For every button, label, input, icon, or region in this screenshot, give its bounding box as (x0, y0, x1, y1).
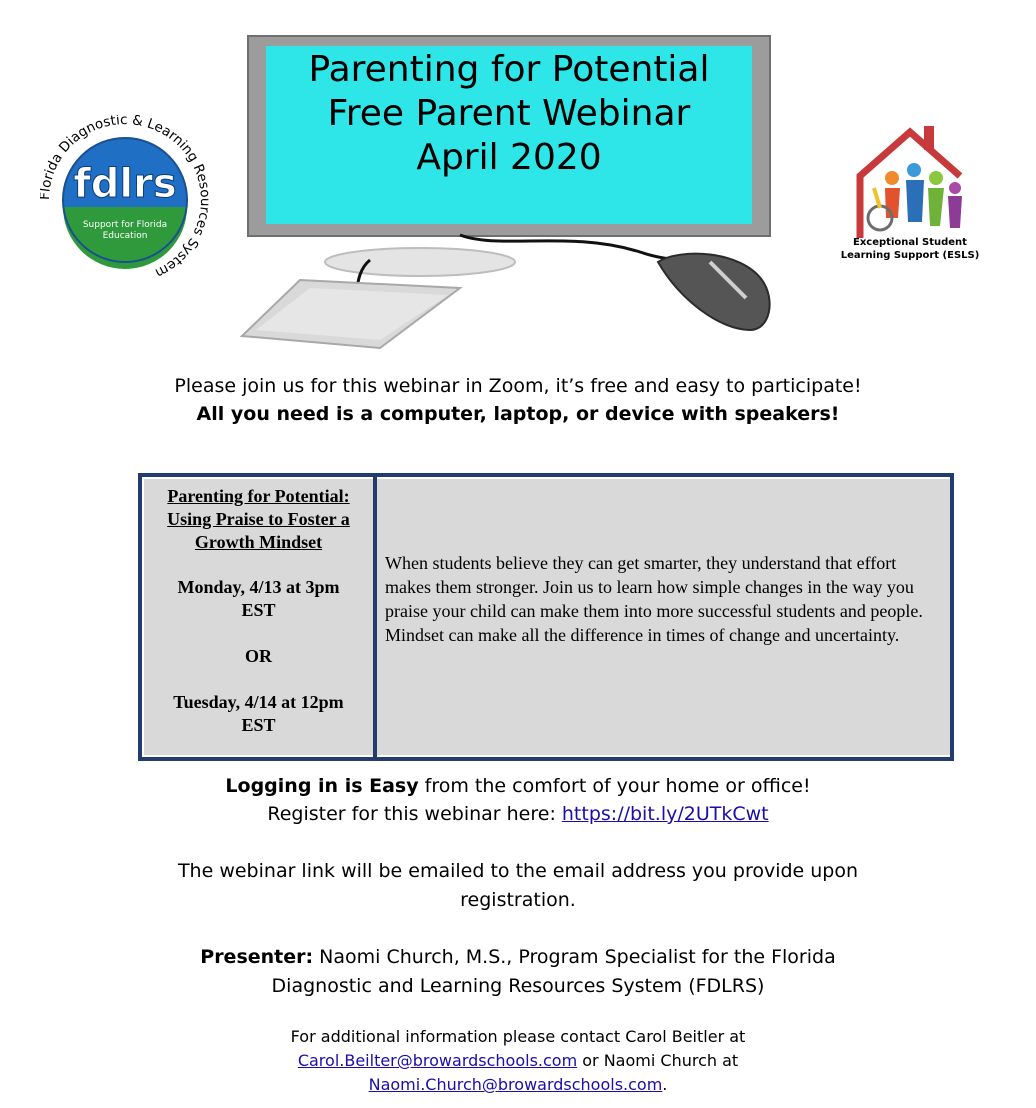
intro-line-2: All you need is a computer, laptop, or device with speakers! (196, 403, 840, 425)
contact-mid: or Naomi Church at (577, 1051, 739, 1070)
fdlrs-logo (40, 115, 210, 285)
webinar-title (266, 48, 752, 180)
presenter-line-1 (0, 943, 1036, 972)
esls-logo (840, 118, 980, 268)
session-description: When students believe they can get smarter, they understand that effort makes them stronger. Join us to learn how simple changes in the way you praise your child can make them into more successful students and people. Mindset can make all the difference in times of change and uncertainty. (385, 553, 923, 645)
register-line (0, 800, 1036, 828)
or-separator: OR (245, 646, 272, 666)
register-text: Register for this webinar here: (267, 803, 562, 825)
fdlrs-tagline-1: Support for Florida (82, 220, 168, 230)
option-2-line-2: EST (241, 715, 276, 735)
option-2-line-1: Tuesday, 4/14 at 12pm (173, 692, 344, 712)
presenter-text-1: Naomi Church, M.S., Program Specialist for the Florida (313, 946, 836, 968)
register-link[interactable]: https://bit.ly/2UTkCwt (561, 803, 769, 825)
session-schedule-cell (144, 479, 373, 755)
title-line-2: Free Parent Webinar (327, 93, 691, 134)
fdlrs-mark: fdlrs (73, 161, 177, 207)
email-note (0, 857, 1036, 915)
carol-email-link[interactable]: Carol.Beilter@browardschools.com (297, 1051, 578, 1070)
fdlrs-tagline-2: Education (102, 231, 148, 241)
contact-block (0, 1025, 1036, 1097)
intro (0, 372, 1036, 428)
email-note-line-2: registration. (460, 889, 576, 911)
esls-line-2: Learning Support (ESLS) (840, 250, 980, 261)
presenter-block (0, 943, 1036, 1001)
contact-line-2 (0, 1049, 1036, 1073)
esls-line-1: Exceptional Student (853, 237, 967, 248)
title-line-1: Parenting for Potential (308, 49, 710, 90)
presenter-line-2: Diagnostic and Learning Resources System (FDLRS) (271, 975, 765, 997)
contact-line-1: For additional information please contact Carol Beitler at (290, 1027, 746, 1046)
fdlrs-ring-text: rida Diagnostic & Learning Re es System (40, 115, 210, 282)
email-note-line-1: The webinar link will be emailed to the email address you provide upon (177, 860, 859, 882)
monitor-illustration (240, 30, 780, 350)
login-rest: from the comfort of your home or office! (418, 775, 811, 797)
contact-end: . (662, 1075, 668, 1094)
presenter-label: Presenter: (200, 946, 314, 968)
option-1-line-2: EST (241, 600, 276, 620)
esls-logo-graphic (840, 118, 980, 238)
title-line-3: April 2020 (416, 137, 602, 178)
fdlrs-logo-graphic (40, 115, 210, 285)
login-line (0, 772, 1036, 800)
contact-line-3 (0, 1073, 1036, 1097)
login-bold: Logging in is Easy (225, 775, 419, 797)
session-title: Parenting for Potential: Using Praise to Foster a Growth Mindset (167, 486, 350, 552)
intro-line-1: Please join us for this webinar in Zoom, it’s free and easy to participate! (174, 375, 862, 397)
session-table (138, 473, 954, 761)
login-block (0, 772, 1036, 828)
esls-caption (840, 236, 980, 262)
option-1-line-1: Monday, 4/13 at 3pm (177, 577, 340, 597)
monitor-stand (325, 248, 515, 276)
session-description-cell (377, 479, 950, 755)
naomi-email-link[interactable]: Naomi.Church@browardschools.com (368, 1075, 663, 1094)
